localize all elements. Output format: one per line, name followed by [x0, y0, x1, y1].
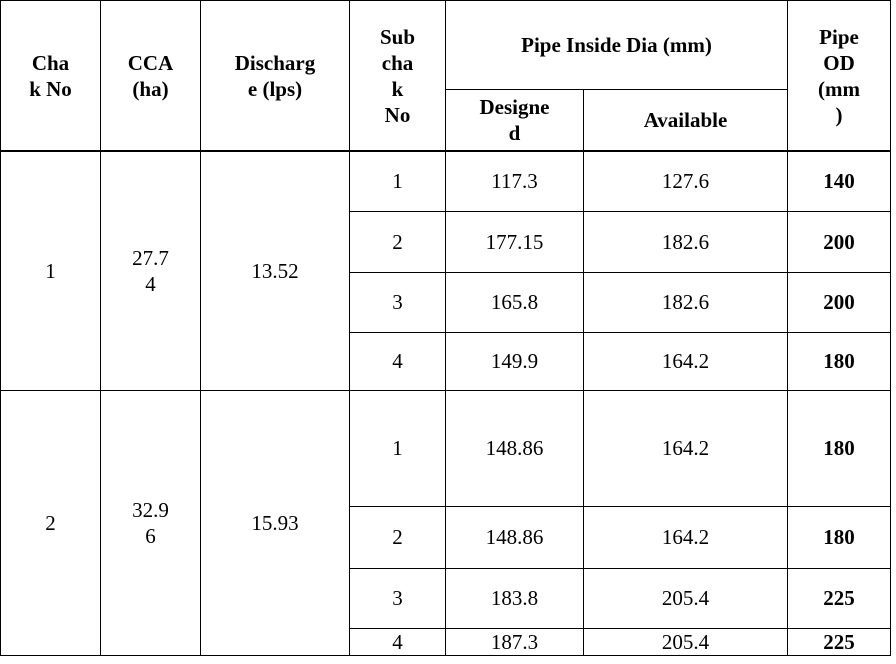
designed-cell: 117.3	[446, 151, 584, 211]
available-cell: 164.2	[584, 506, 788, 568]
sub-chak-cell: 4	[350, 332, 446, 390]
sub-chak-cell: 3	[350, 272, 446, 332]
pipe-od-cell: 225	[788, 568, 891, 628]
table-row	[1, 151, 891, 211]
pipe-od-cell: 180	[788, 506, 891, 568]
designed-cell: 149.9	[446, 332, 584, 390]
sub-chak-cell: 4	[350, 628, 446, 655]
pipe-od-cell: 140	[788, 151, 891, 211]
chak-no-cell: 2	[1, 390, 101, 655]
header-sub-chak-no: Sub cha k No	[350, 1, 446, 152]
sub-chak-cell: 1	[350, 390, 446, 506]
sub-chak-cell: 2	[350, 211, 446, 272]
available-cell: 182.6	[584, 272, 788, 332]
pipe-od-cell: 225	[788, 628, 891, 655]
sub-chak-cell: 2	[350, 506, 446, 568]
header-pipe-inside-dia: Pipe Inside Dia (mm)	[446, 1, 788, 90]
header-discharge: Discharg e (lps)	[201, 1, 350, 152]
pipe-od-cell: 200	[788, 211, 891, 272]
sub-chak-cell: 1	[350, 151, 446, 211]
table-row	[1, 390, 891, 506]
sub-chak-cell: 3	[350, 568, 446, 628]
available-cell: 164.2	[584, 390, 788, 506]
pipe-od-cell: 180	[788, 332, 891, 390]
discharge-cell: 15.93	[201, 390, 350, 655]
designed-cell: 177.15	[446, 211, 584, 272]
available-cell: 182.6	[584, 211, 788, 272]
designed-cell: 183.8	[446, 568, 584, 628]
header-available: Available	[584, 90, 788, 152]
available-cell: 127.6	[584, 151, 788, 211]
header-designed: Designe d	[446, 90, 584, 152]
designed-cell: 165.8	[446, 272, 584, 332]
discharge-cell: 13.52	[201, 151, 350, 390]
chak-no-cell: 1	[1, 151, 101, 390]
cca-cell: 27.7 4	[101, 151, 201, 390]
available-cell: 205.4	[584, 568, 788, 628]
header-chak-no: Cha k No	[1, 1, 101, 152]
pipe-od-cell: 180	[788, 390, 891, 506]
designed-cell: 148.86	[446, 506, 584, 568]
header-cca: CCA (ha)	[101, 1, 201, 152]
available-cell: 164.2	[584, 332, 788, 390]
designed-cell: 187.3	[446, 628, 584, 655]
designed-cell: 148.86	[446, 390, 584, 506]
header-pipe-od: Pipe OD (mm )	[788, 1, 891, 152]
cca-cell: 32.9 6	[101, 390, 201, 655]
pipe-od-cell: 200	[788, 272, 891, 332]
available-cell: 205.4	[584, 628, 788, 655]
